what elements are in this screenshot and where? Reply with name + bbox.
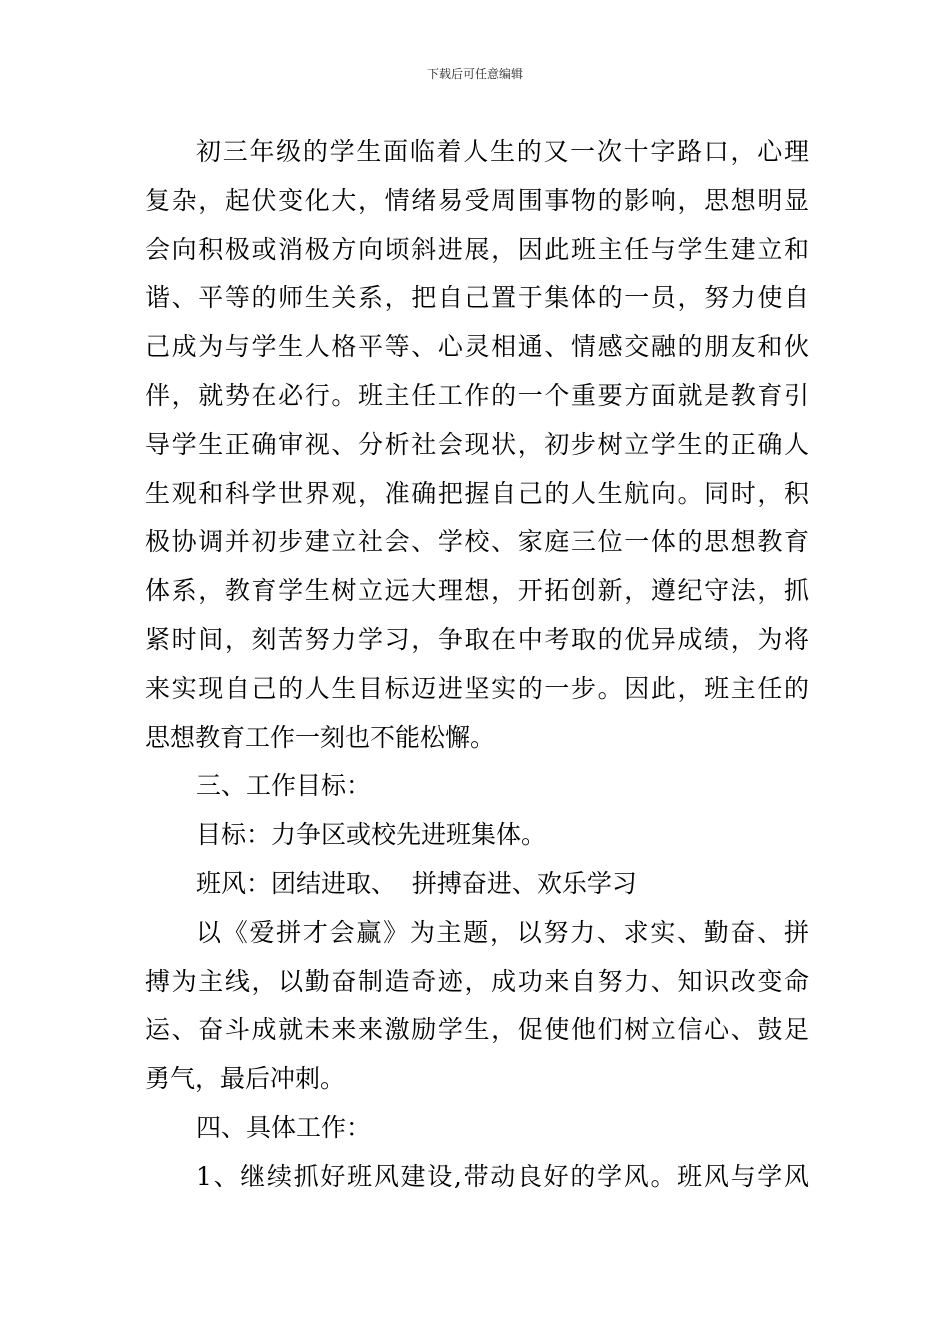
paragraph-line: 谐、平等的师生关系，把自己置于集体的一员，努力使自 <box>145 283 809 313</box>
paragraph-line: 体系，教育学生树立远大理想，开拓创新，遵纪守法，抓 <box>145 576 809 606</box>
paragraph-line: 复杂，起伏变化大，情绪易受周围事物的影响，思想明显 <box>145 185 809 215</box>
paragraph-line: 生观和科学世界观，准确把握自己的人生航向。同时，积 <box>145 478 809 508</box>
section-heading: 四、具体工作： <box>196 1112 372 1142</box>
paragraph-line: 己成为与学生人格平等、心灵相通、情感交融的朋友和伙 <box>145 332 809 362</box>
paragraph-line: 导学生正确审视、分析社会现状，初步树立学生的正确人 <box>145 429 809 459</box>
document-body <box>145 128 809 1202</box>
paragraph-line: 勇气，最后冲刺。 <box>145 1064 346 1094</box>
paragraph-line: 伴，就势在必行。班主任工作的一个重要方面就是教育引 <box>145 380 809 410</box>
section-heading: 三、工作目标： <box>196 771 372 801</box>
paragraph-line: 1、继续抓好班风建设,带动良好的学风。班风与学风 <box>196 1161 809 1191</box>
paragraph-line: 会向积极或消极方向顷斜进展，因此班主任与学生建立和 <box>145 234 809 264</box>
goal-line: 目标：力争区或校先进班集体。 <box>196 820 547 850</box>
paragraph-line: 搏为主线，以勤奋制造奇迹，成功来自努力、知识改变命 <box>145 966 809 996</box>
paragraph-line: 紧时间，刻苦努力学习，争取在中考取的优异成绩，为将 <box>145 624 809 654</box>
paragraph-line: 极协调并初步建立社会、学校、家庭三位一体的思想教育 <box>145 527 809 557</box>
paragraph-line: 初三年级的学生面临着人生的又一次十字路口，心理 <box>196 137 809 166</box>
class-style-line: 班风：团结进取、 拼搏奋进、欢乐学习 <box>196 868 637 898</box>
paragraph-line: 以《爱拼才会赢》为主题，以努力、求实、勤奋、拼 <box>196 917 809 947</box>
paragraph-line: 运、奋斗成就未来来激励学生，促使他们树立信心、鼓足 <box>145 1015 809 1045</box>
paragraph-line: 思想教育工作一刻也不能松懈。 <box>145 722 496 752</box>
page-header: 下载后可任意编辑 <box>426 67 523 81</box>
paragraph-line: 来实现自己的人生目标迈进坚实的一步。因此，班主任的 <box>145 673 809 703</box>
